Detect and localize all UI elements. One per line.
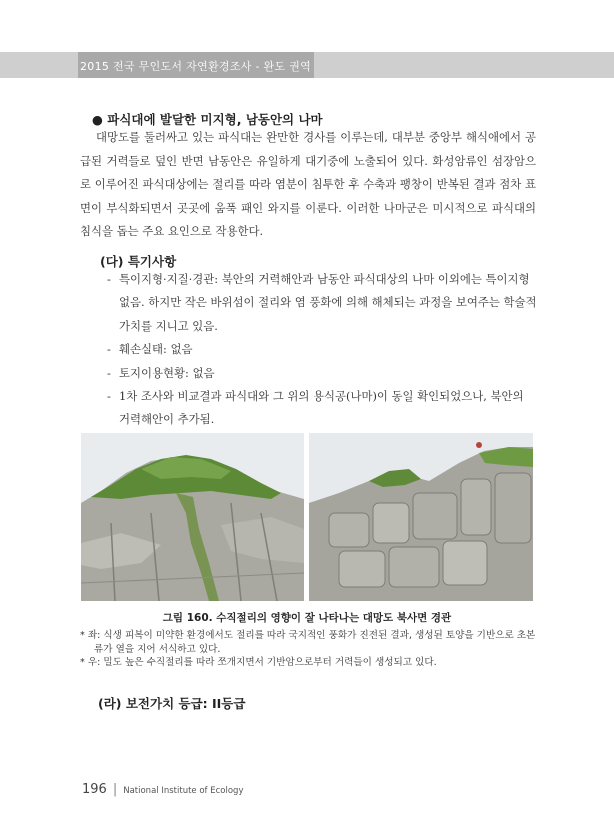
footer-separator: |	[112, 782, 118, 797]
page-number: 196	[82, 782, 107, 797]
list-item: - 훼손실태: 없음	[107, 338, 537, 361]
publisher-name: National Institute of Ecology	[123, 786, 244, 796]
photo-right-jointed-boulders	[309, 433, 533, 601]
list-item: - 토지이용현황: 없음	[107, 362, 537, 385]
body-paragraph: 대망도를 둘러싸고 있는 파식대는 완만한 경사를 이루는데, 대부분 중앙부 해식애에서 공급된 거력들로 덮인 반면 남동안은 유일하게 대기중에 노출되어 있다. 화성암류인 섬장암으로 이루어진 파식대상에는 절리를 따라 염분이 침투한 후 수축과 팽창이 반복된 결과 점차 표면이 부식화되면서 곳곳에 움푹 패인 와지를 이룬다. 이러한 나마군은 미시적으로 파식대의 침식을 돕는 주요 요인으로 작용한다.	[80, 130, 536, 239]
running-header-title: 2015 전국 무인도서 자연환경조사 - 완도 권역	[80, 60, 312, 73]
photo-left-grass-ridge	[81, 433, 304, 601]
list-item: - 1차 조사와 비교결과 파식대와 그 위의 용식공(나마)이 동일 확인되었으나, 북안의 거력해안이 추가됨.	[107, 385, 537, 432]
section-heading: ● 파식대에 발달한 미지형, 남동안의 나마	[92, 112, 323, 127]
section-body	[80, 126, 536, 244]
special-notes-heading: (다) 특기사항	[100, 254, 177, 269]
special-notes-list	[107, 268, 537, 432]
page-footer	[82, 782, 243, 797]
list-item: - 특이지형·지질·경관: 북안의 거력해안과 남동안 파식대상의 나마 이외에는 특이지형 없음. 하지만 작은 바위섬이 절리와 염 풍화에 의해 해체되는 과정을 보여주는 학술적 가치를 지니고 있음.	[107, 268, 537, 338]
figure-note-right: * 우: 밀도 높은 수직절리를 따라 쪼개지면서 기반암으로부터 거력들이 생성되고 있다.	[80, 657, 437, 668]
figure-notes	[80, 629, 540, 670]
figure-note-left: * 좌: 식생 피복이 미약한 환경에서도 절리를 따라 국지적인 풍화가 진전된 결과, 생성된 토양을 기반으로 초본류가 열을 지어 서식하고 있다.	[80, 630, 536, 655]
conservation-grade: (라) 보전가치 등급: II등급	[98, 696, 246, 711]
figure-caption: 그림 160. 수직절리의 영향이 잘 나타나는 대망도 북사면 경관	[162, 612, 452, 624]
